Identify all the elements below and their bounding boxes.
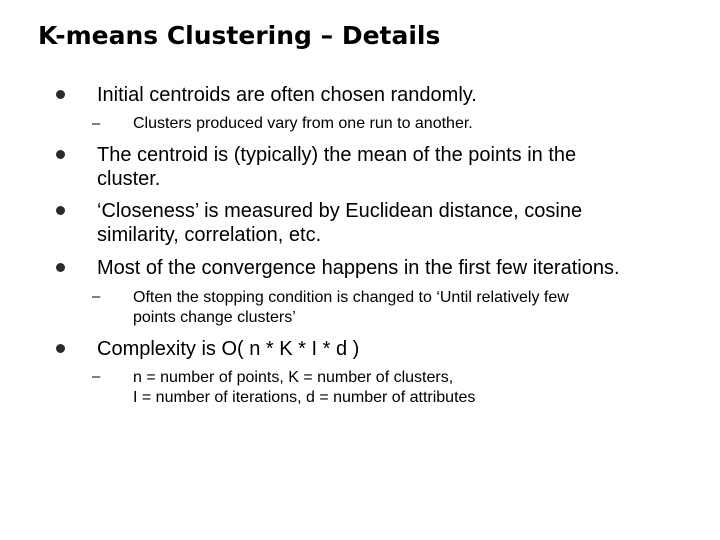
bullet-text <box>97 83 697 107</box>
bullet-dot-icon <box>56 206 65 215</box>
bullet-line: similarity, correlation, etc. <box>97 224 322 246</box>
dash-icon: – <box>92 368 101 385</box>
bullet-text <box>97 143 697 191</box>
sub-bullet-line: I = number of iterations, d = number of attributes <box>133 389 476 406</box>
bullet-line: The centroid is (typically) the mean of the points in the <box>97 144 577 166</box>
bullet-text <box>97 337 697 361</box>
dash-icon: – <box>92 115 101 132</box>
bullet-line: ‘Closeness’ is measured by Euclidean distance, cosine <box>97 200 583 222</box>
bullet-line: Most of the convergence happens in the first few iterations. <box>97 257 620 279</box>
bullet-dot-icon <box>56 344 65 353</box>
sub-bullet-line: n = number of points, K = number of clusters, <box>133 369 454 386</box>
bullet-line: Initial centroids are often chosen randomly. <box>97 84 477 106</box>
bullet-dot-icon <box>56 90 65 99</box>
sub-bullet-line: points change clusters’ <box>133 309 296 326</box>
bullet-line: Complexity is O( n * K * I * d ) <box>97 338 360 360</box>
sub-bullet-line: Clusters produced vary from one run to another. <box>133 115 473 132</box>
bullet-line: cluster. <box>97 168 161 190</box>
bullet-dot-icon <box>56 150 65 159</box>
bullet-dot-icon <box>56 263 65 272</box>
sub-bullet-text <box>133 288 693 328</box>
bullet-text <box>97 256 697 280</box>
bullet-text <box>97 199 697 247</box>
dash-icon: – <box>92 288 101 305</box>
sub-bullet-line: Often the stopping condition is changed to ‘Until relatively few <box>133 289 569 306</box>
sub-bullet-text <box>133 114 693 134</box>
slide-title: K-means Clustering – Details <box>38 21 441 50</box>
sub-bullet-text <box>133 368 693 408</box>
